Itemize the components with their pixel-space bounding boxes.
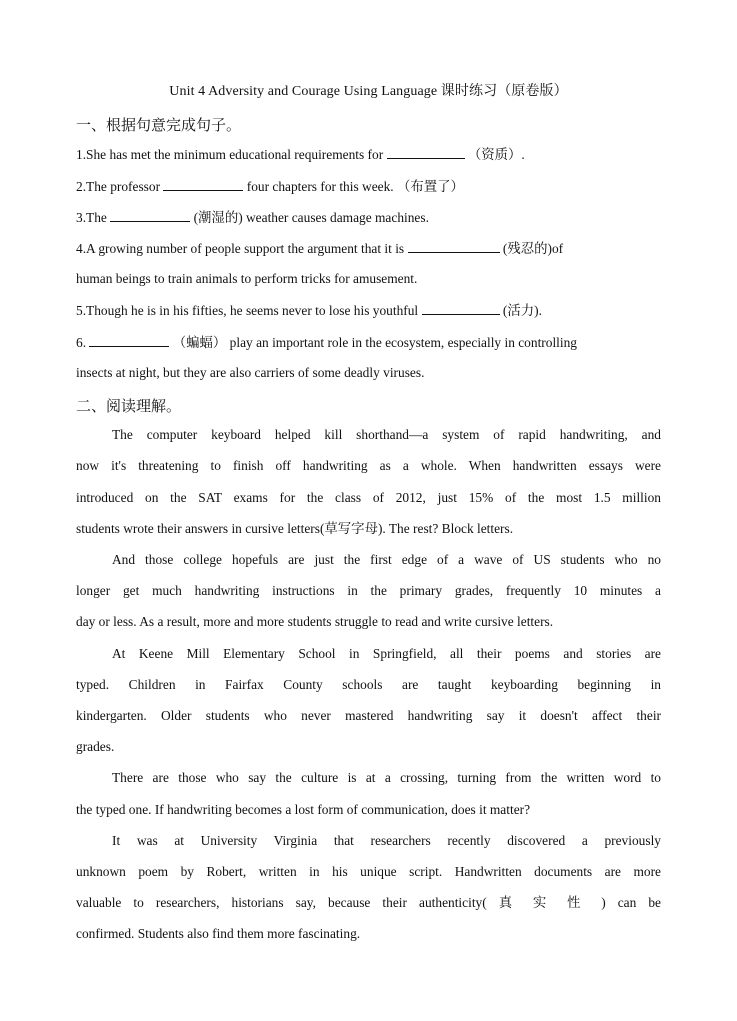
passage-line: grades. (76, 739, 115, 754)
question-5 (76, 300, 661, 321)
passage-line: students wrote their answers in cursive letters(草写字母). The rest? Block letters. (76, 521, 514, 536)
passage-line: the typed one. If handwriting becomes a lost form of communication, does it matter? (76, 802, 531, 817)
question-1-text: 1.She has met the minimum educational requirements for (76, 147, 387, 162)
passage-line: valuable to researchers, historians say, because their authenticity( 真 实 性 ) can be (76, 895, 661, 910)
passage-line: introduced on the SAT exams for the class of 2012, just 15% of the most 1.5 million (76, 490, 661, 505)
question-6-blank[interactable] (89, 332, 169, 347)
passage-line: kindergarten. Older students who never mastered handwriting say it doesn't affect their (76, 708, 661, 723)
question-4 (76, 238, 661, 259)
passage-line: It was at University Virginia that researchers recently discovered a previously (112, 833, 661, 848)
question-5-blank[interactable] (422, 300, 500, 315)
question-1-hint: （资质）. (467, 147, 525, 162)
passage-line: confirmed. Students also find them more fascinating. (76, 926, 361, 941)
question-3 (76, 207, 661, 228)
question-6-hint: （蝙蝠） play an important role in the ecosystem, especially in controlling (172, 335, 577, 350)
question-2-text: 2.The professor (76, 179, 164, 194)
question-6-continued: insects at night, but they are also carriers of some deadly viruses. (76, 365, 425, 380)
question-4-hint: (残忍的)of (502, 241, 564, 256)
passage-line: And those college hopefuls are just the first edge of a wave of US students who no (112, 552, 661, 567)
question-3-hint: (潮湿的) weather causes damage machines. (193, 210, 429, 225)
question-5-text: 5.Though he is in his fifties, he seems never to lose his youthful (76, 303, 422, 318)
question-1-blank[interactable] (387, 144, 465, 159)
question-2-blank[interactable] (163, 176, 243, 191)
passage-line: typed. Children in Fairfax County schools are taught keyboarding beginning in (76, 677, 661, 692)
passage-line: unknown poem by Robert, written in his unique script. Handwritten documents are more (76, 864, 661, 879)
question-3-text: 3.The (76, 210, 111, 225)
question-2-hint: four chapters for this week. （布置了） (246, 179, 464, 194)
question-4-text: 4.A growing number of people support the argument that it is (76, 241, 408, 256)
question-3-blank[interactable] (110, 207, 190, 222)
question-6-text: 6. (76, 335, 87, 350)
page-title: Unit 4 Adversity and Courage Using Language 课时练习（原卷版） (169, 84, 568, 99)
question-4-blank[interactable] (408, 238, 500, 253)
passage-line: The computer keyboard helped kill shorthand—a system of rapid handwriting, and (112, 427, 661, 442)
question-1 (76, 144, 661, 165)
passage-line: longer get much handwriting instructions in the primary grades, frequently 10 minutes a (76, 583, 661, 598)
section-2-heading: 二、阅读理解。 (76, 399, 182, 415)
question-5-hint: (活力). (502, 303, 542, 318)
question-2 (76, 176, 661, 197)
question-6 (76, 332, 661, 353)
section-1-heading: 一、根据句意完成句子。 (76, 118, 242, 134)
passage-line: At Keene Mill Elementary School in Springfield, all their poems and stories are (112, 646, 661, 661)
passage-line: day or less. As a result, more and more students struggle to read and write cursive letters. (76, 614, 554, 629)
question-4-continued: human beings to train animals to perform tricks for amusement. (76, 271, 418, 286)
passage-line: now it's threatening to finish off handwriting as a whole. When handwritten essays were (76, 458, 661, 473)
passage-line: There are those who say the culture is at a crossing, turning from the written word to (112, 770, 661, 785)
